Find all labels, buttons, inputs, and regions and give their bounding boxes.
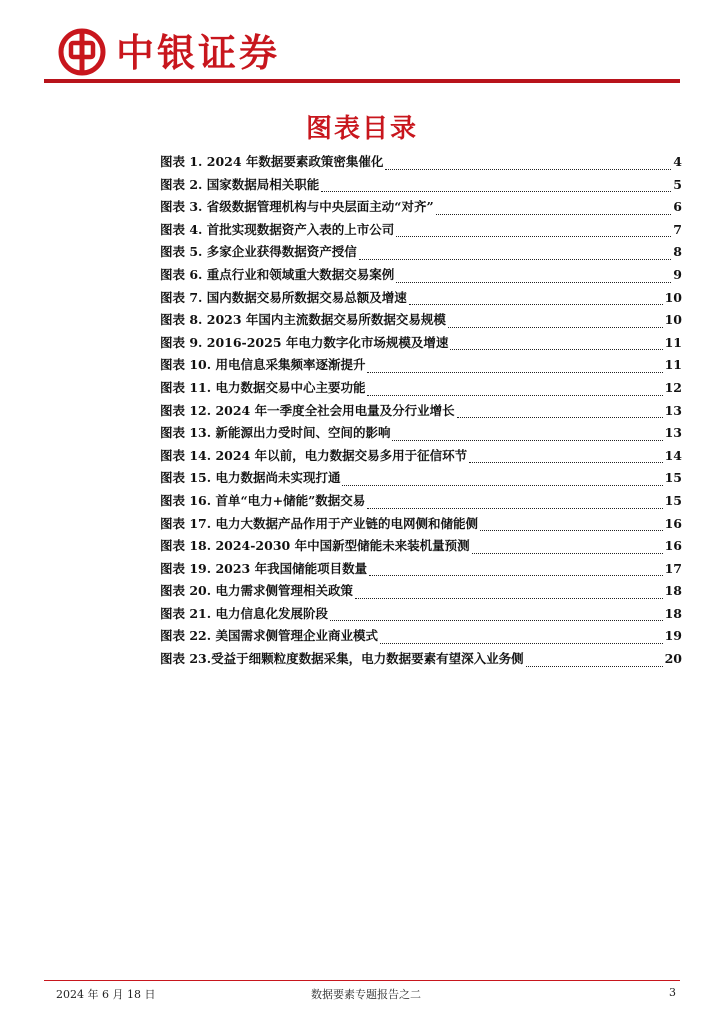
toc-entry-page[interactable]: 10 — [664, 289, 682, 305]
toc-title: 图表目录 — [305, 114, 418, 144]
toc-entry[interactable] — [160, 536, 682, 559]
toc-dot-leader — [355, 598, 663, 599]
toc-entry[interactable] — [160, 649, 682, 672]
toc-entry[interactable] — [160, 197, 682, 220]
toc-dot-leader — [367, 395, 662, 396]
toc-entry-page[interactable]: 12 — [664, 379, 682, 395]
toc-entry-label[interactable]: 图表 3. 省级数据管理机构与中央层面主动“对齐” — [160, 199, 434, 215]
toc-entry-label[interactable]: 图表 20. 电力需求侧管理相关政策 — [160, 583, 353, 599]
toc-dot-leader — [321, 191, 671, 192]
toc-dot-leader — [448, 327, 663, 328]
footer-date: 2024 年 6 月 18 日 — [56, 988, 156, 1001]
toc-dot-leader — [367, 372, 662, 373]
toc-list — [160, 152, 682, 672]
toc-entry[interactable] — [160, 310, 682, 333]
footer-rule — [44, 980, 680, 981]
toc-entry-label[interactable]: 图表 12. 2024 年一季度全社会用电量及分行业增长 — [160, 402, 455, 418]
toc-entry[interactable] — [160, 446, 682, 469]
footer-report-name: 数据要素专题报告之二 — [311, 988, 421, 1001]
toc-entry[interactable] — [160, 626, 682, 649]
toc-entry-label[interactable]: 图表 4. 首批实现数据资产入表的上市公司 — [160, 221, 395, 237]
toc-dot-leader — [526, 666, 663, 667]
toc-entry-label[interactable]: 图表 17. 电力大数据产品作用于产业链的电网侧和储能侧 — [160, 515, 478, 531]
brand-name: 中银证券 — [116, 31, 281, 75]
toc-entry-page[interactable]: 16 — [664, 515, 682, 531]
toc-entry[interactable] — [160, 175, 682, 198]
toc-dot-leader — [472, 553, 663, 554]
toc-entry-page[interactable]: 7 — [673, 221, 682, 237]
toc-entry-label[interactable]: 图表 23.受益于细颗粒度数据采集，电力数据要素有望深入业务侧 — [160, 651, 524, 667]
toc-entry[interactable] — [160, 514, 682, 537]
toc-entry[interactable] — [160, 152, 682, 175]
toc-entry[interactable] — [160, 378, 682, 401]
toc-entry[interactable] — [160, 559, 682, 582]
toc-entry-page[interactable]: 13 — [664, 402, 682, 418]
toc-entry-page[interactable]: 4 — [673, 154, 682, 169]
toc-entry-page[interactable]: 15 — [664, 470, 682, 486]
toc-entry[interactable] — [160, 468, 682, 491]
toc-entry[interactable] — [160, 423, 682, 446]
toc-entry-page[interactable]: 19 — [664, 628, 682, 644]
toc-entry[interactable] — [160, 242, 682, 265]
toc-entry-label[interactable]: 图表 7. 国内数据交易所数据交易总额及增速 — [160, 289, 407, 305]
toc-entry[interactable] — [160, 604, 682, 627]
toc-entry-label[interactable]: 图表 18. 2024-2030 年中国新型储能未来装机量预测 — [160, 538, 470, 554]
toc-dot-leader — [342, 485, 662, 486]
toc-dot-leader — [330, 620, 663, 621]
toc-entry-page[interactable]: 17 — [664, 560, 682, 576]
toc-entry-page[interactable]: 16 — [664, 538, 682, 554]
toc-dot-leader — [385, 169, 671, 170]
toc-dot-leader — [450, 349, 662, 350]
toc-entry-label[interactable]: 图表 13. 新能源出力受时间、空间的影响 — [160, 425, 391, 441]
toc-dot-leader — [409, 304, 663, 305]
toc-dot-leader — [369, 575, 663, 576]
toc-entry-page[interactable]: 8 — [673, 244, 682, 260]
bank-of-china-logo-icon — [58, 28, 106, 76]
toc-entry-label[interactable]: 图表 16. 首单“电力+储能”数据交易 — [160, 492, 366, 508]
toc-entry[interactable] — [160, 401, 682, 424]
toc-entry-label[interactable]: 图表 10. 用电信息采集频率逐渐提升 — [160, 357, 366, 373]
toc-entry-label[interactable]: 图表 9. 2016-2025 年电力数字化市场规模及增速 — [160, 334, 449, 350]
toc-entry[interactable] — [160, 220, 682, 243]
toc-entry[interactable] — [160, 288, 682, 311]
toc-entry-label[interactable]: 图表 22. 美国需求侧管理企业商业模式 — [160, 628, 378, 644]
toc-entry-page[interactable]: 11 — [664, 357, 682, 373]
toc-dot-leader — [469, 462, 663, 463]
toc-dot-leader — [480, 530, 663, 531]
toc-entry-label[interactable]: 图表 21. 电力信息化发展阶段 — [160, 605, 328, 621]
toc-entry-page[interactable]: 18 — [664, 583, 682, 599]
toc-entry-label[interactable]: 图表 11. 电力数据交易中心主要功能 — [160, 379, 366, 395]
toc-entry[interactable] — [160, 355, 682, 378]
toc-entry-page[interactable]: 20 — [664, 651, 682, 667]
toc-entry-page[interactable]: 9 — [673, 266, 682, 282]
toc-dot-leader — [457, 417, 663, 418]
footer-page-number: 3 — [669, 986, 676, 999]
toc-dot-leader — [359, 259, 672, 260]
toc-entry-label[interactable]: 图表 15. 电力数据尚未实现打通 — [160, 470, 341, 486]
header-rule — [44, 79, 680, 83]
toc-entry-label[interactable]: 图表 8. 2023 年国内主流数据交易所数据交易规模 — [160, 312, 446, 328]
toc-entry-page[interactable]: 15 — [664, 492, 682, 508]
toc-dot-leader — [367, 508, 662, 509]
toc-dot-leader — [436, 214, 672, 215]
toc-dot-leader — [396, 282, 671, 283]
toc-dot-leader — [380, 643, 663, 644]
toc-entry-page[interactable]: 14 — [664, 447, 682, 463]
toc-entry-page[interactable]: 6 — [673, 199, 682, 215]
toc-entry-label[interactable]: 图表 1. 2024 年数据要素政策密集催化 — [160, 154, 384, 169]
toc-dot-leader — [396, 236, 671, 237]
toc-entry-label[interactable]: 图表 19. 2023 年我国储能项目数量 — [160, 560, 368, 576]
toc-entry-label[interactable]: 图表 14. 2024 年以前，电力数据交易多用于征信环节 — [160, 447, 468, 463]
toc-entry-page[interactable]: 18 — [664, 605, 682, 621]
toc-entry-page[interactable]: 11 — [664, 334, 682, 350]
toc-entry[interactable] — [160, 333, 682, 356]
toc-entry-label[interactable]: 图表 2. 国家数据局相关职能 — [160, 176, 320, 192]
toc-entry-page[interactable]: 13 — [664, 425, 682, 441]
toc-entry[interactable] — [160, 581, 682, 604]
toc-entry[interactable] — [160, 491, 682, 514]
toc-entry-page[interactable]: 10 — [664, 312, 682, 328]
toc-entry-label[interactable]: 图表 5. 多家企业获得数据资产授信 — [160, 244, 357, 260]
toc-entry[interactable] — [160, 265, 682, 288]
toc-dot-leader — [392, 440, 662, 441]
toc-entry-label[interactable]: 图表 6. 重点行业和领域重大数据交易案例 — [160, 266, 395, 282]
toc-entry-page[interactable]: 5 — [673, 176, 682, 192]
